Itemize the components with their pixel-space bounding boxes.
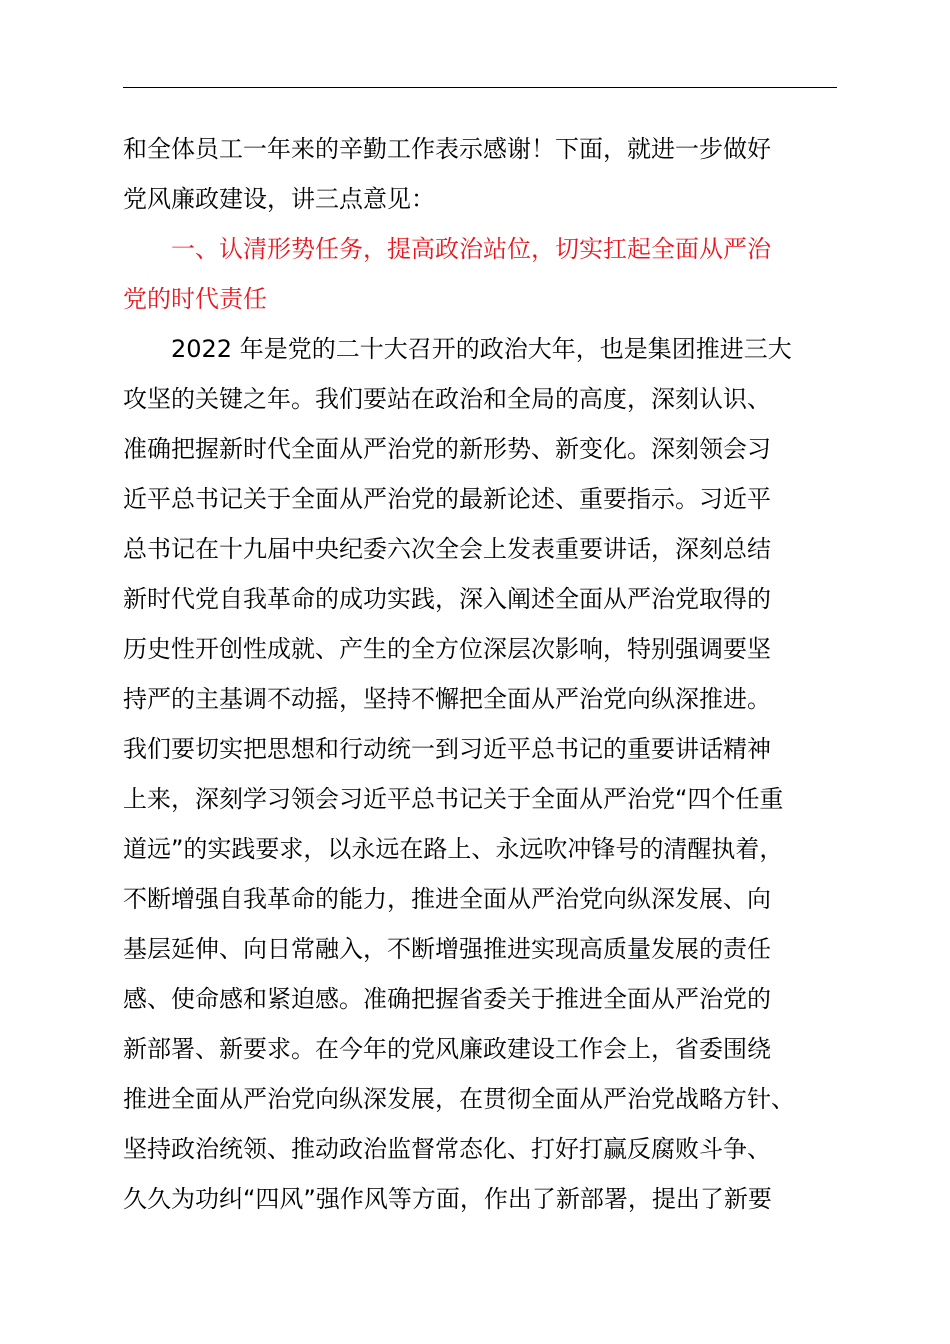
text-line-16: 不断增强自我革命的能力，推进全面从严治党向纵深发展、向 — [123, 885, 771, 913]
text-line-14: 上来，深刻学习领会习近平总书记关于全面从严治党“四个任重 — [123, 785, 784, 813]
text-line-13: 我们要切实把思想和行动统一到习近平总书记的重要讲话精神 — [123, 735, 771, 763]
text-line-20: 推进全面从严治党向纵深发展，在贯彻全面从严治党战略方针、 — [123, 1085, 795, 1113]
text-line-19: 新部署、新要求。在今年的党风廉政建设工作会上，省委围绕 — [123, 1035, 771, 1063]
section-heading-line-2: 党的时代责任 — [123, 285, 267, 313]
text-line-18: 感、使命感和紧迫感。准确把握省委关于推进全面从严治党的 — [123, 985, 771, 1013]
section-heading-line-1: 一、认清形势任务，提高政治站位，切实扛起全面从严治 — [171, 235, 771, 263]
text-line-8: 近平总书记关于全面从严治党的最新论述、重要指示。习近平 — [123, 485, 771, 513]
text-line-21: 坚持政治统领、推动政治监督常态化、打好打赢反腐败斗争、 — [123, 1135, 771, 1163]
text-line-11: 历史性开创性成就、产生的全方位深层次影响，特别强调要坚 — [123, 635, 771, 663]
text-line-5: 2022 年是党的二十大召开的政治大年，也是集团推进三大 — [171, 335, 792, 363]
header-rule — [123, 87, 837, 88]
body-text — [123, 124, 839, 1224]
text-line-1: 和全体员工一年来的辛勤工作表示感谢！下面，就进一步做好 — [123, 135, 771, 163]
text-line-2: 党风廉政建设，讲三点意见： — [123, 185, 435, 213]
text-line-6: 攻坚的关键之年。我们要站在政治和全局的高度，深刻认识、 — [123, 385, 771, 413]
text-line-22: 久久为功纠“四风”强作风等方面，作出了新部署，提出了新要 — [123, 1185, 772, 1213]
text-line-7: 准确把握新时代全面从严治党的新形势、新变化。深刻领会习 — [123, 435, 771, 463]
text-line-9: 总书记在十九届中央纪委六次全会上发表重要讲话，深刻总结 — [123, 535, 771, 563]
text-line-17: 基层延伸、向日常融入，不断增强推进实现高质量发展的责任 — [123, 935, 771, 963]
text-line-12: 持严的主基调不动摇，坚持不懈把全面从严治党向纵深推进。 — [123, 685, 771, 713]
text-line-15: 道远”的实践要求，以永远在路上、永远吹冲锋号的清醒执着， — [123, 835, 784, 863]
text-line-10: 新时代党自我革命的成功实践，深入阐述全面从严治党取得的 — [123, 585, 771, 613]
